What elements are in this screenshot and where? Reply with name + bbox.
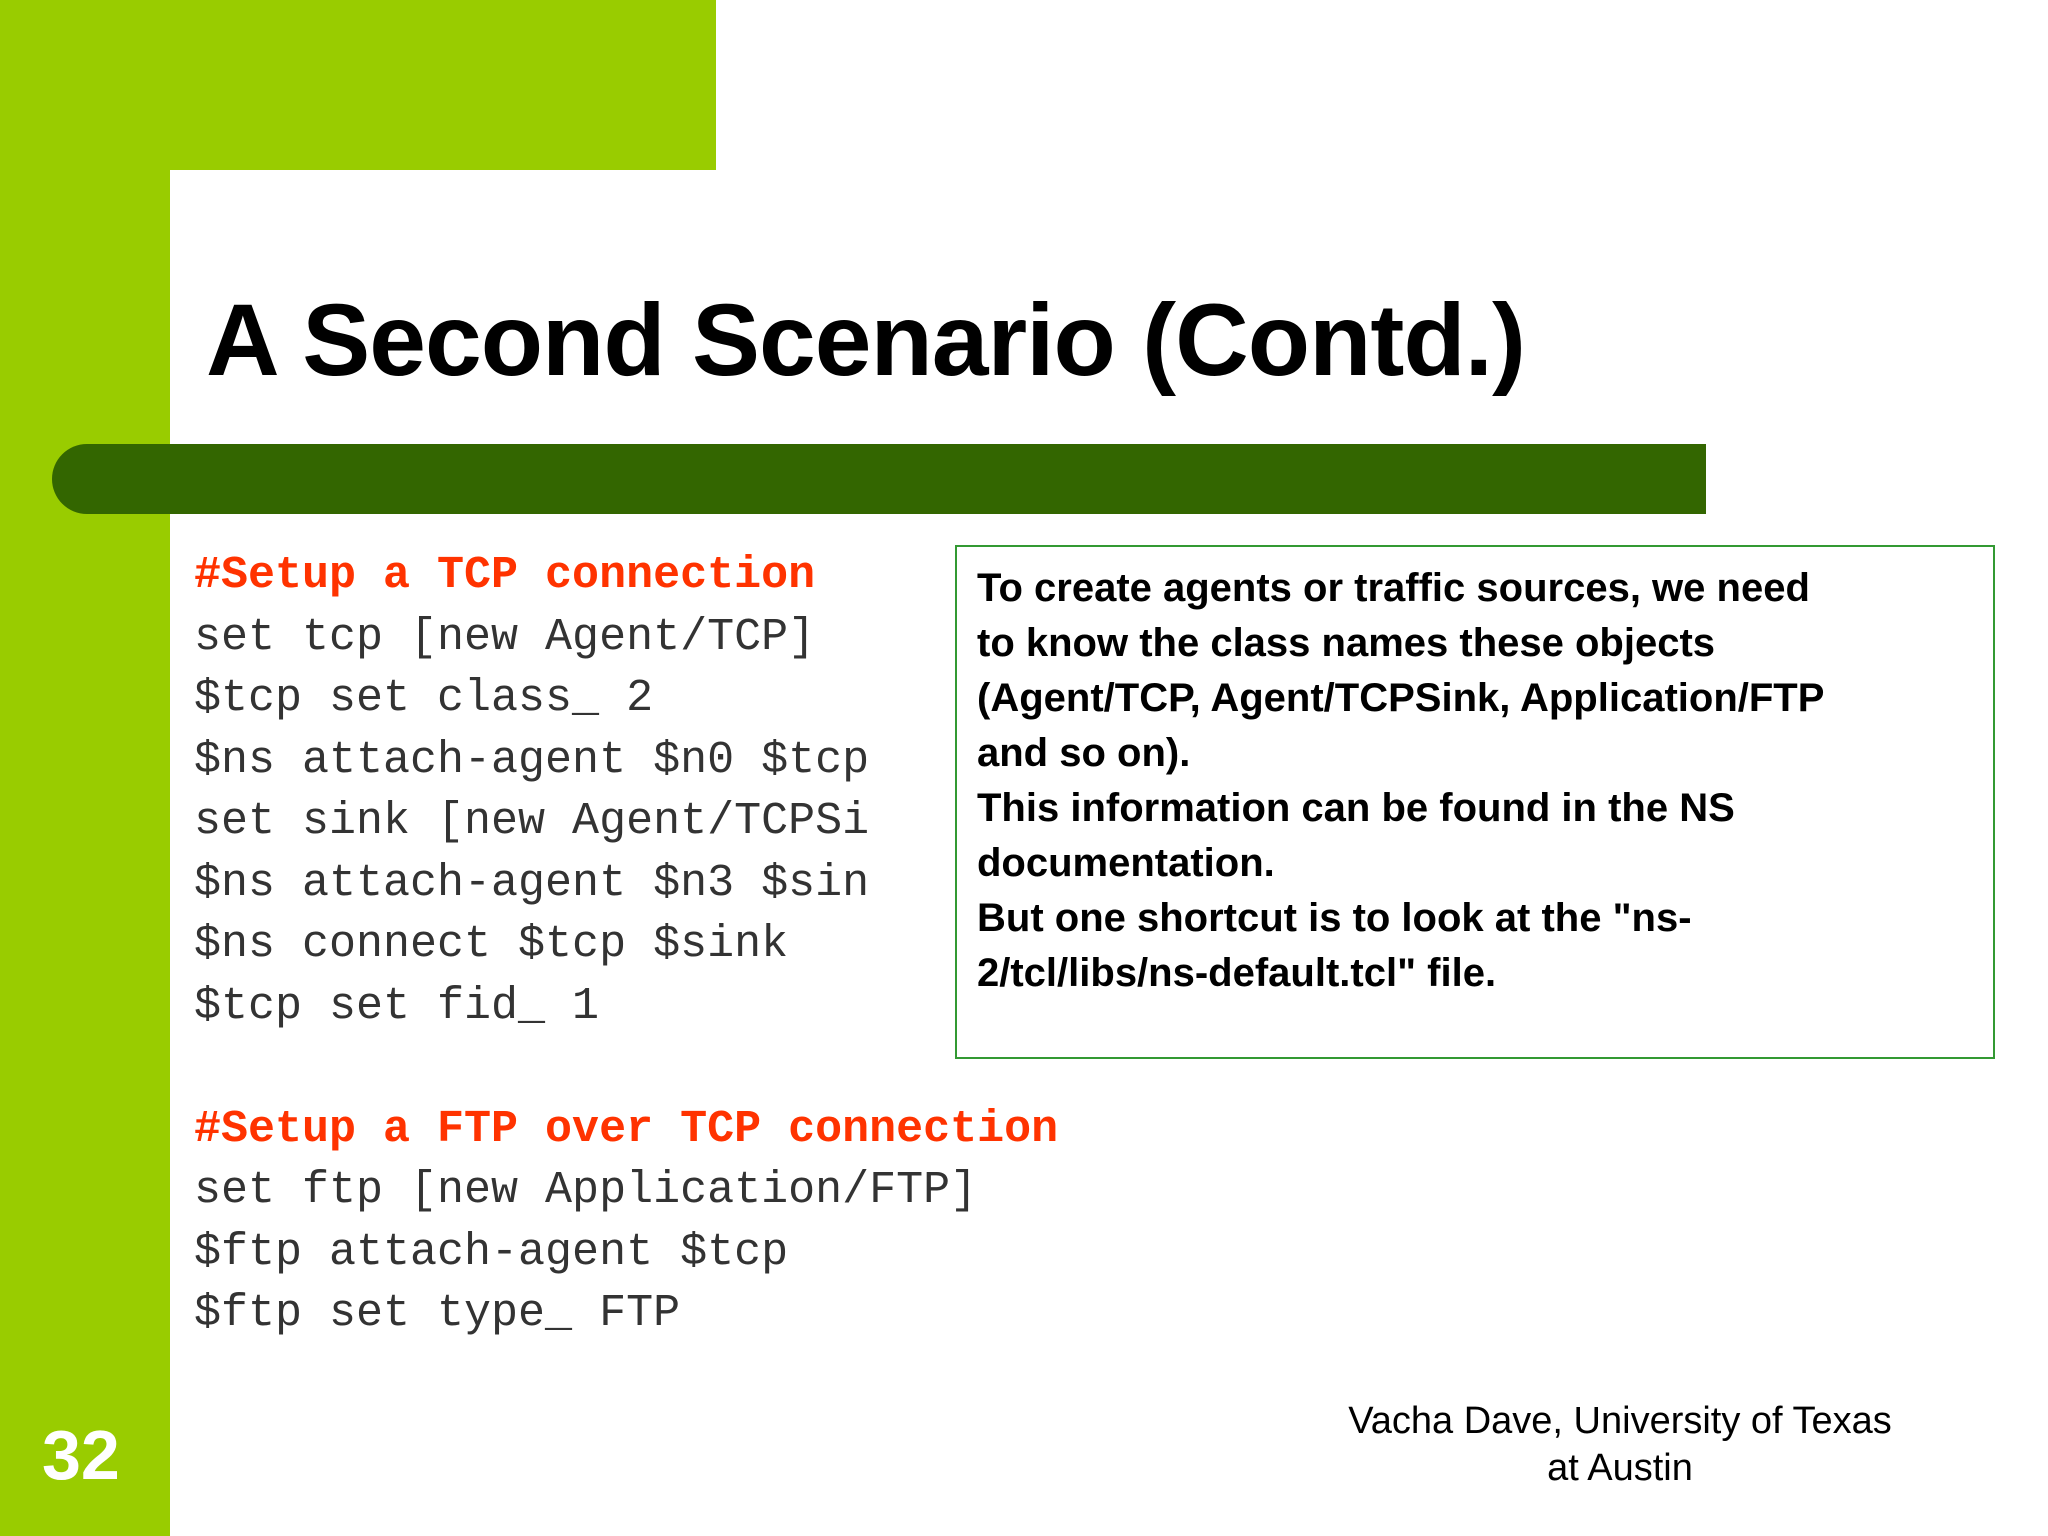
code-line: $ftp set type_ FTP [194,1288,681,1339]
code-listing [194,545,1058,1345]
slide-number: 32 [42,1416,120,1494]
code-line: $tcp set fid_ 1 [194,980,600,1032]
code-line: set sink [new Agent/TCPSi [194,796,870,847]
code-blank-line [194,1037,1058,1099]
code-line: $tcp set class_ 2 [194,673,654,724]
code-comment-tcp: #Setup a TCP connection [194,550,816,601]
info-callout-box [955,545,1995,1059]
callout-line: To create agents or traffic sources, we need [977,566,1810,610]
callout-line: (Agent/TCP, Agent/TCPSink, Application/FTP [977,676,1825,720]
code-line: $ns connect $tcp $sink [194,919,789,970]
code-line: $ftp attach-agent $tcp [194,1226,789,1278]
code-line: set ftp [new Application/FTP] [194,1165,978,1216]
code-line: $ns attach-agent $n0 $tcp [194,734,870,786]
top-accent-band [0,0,716,170]
callout-line: But one shortcut is to look at the "ns- [977,896,1692,940]
footer-author: Vacha Dave, University of Texas [1348,1400,1892,1442]
slide-footer [1300,1398,1940,1492]
slide-title: A Second Scenario (Contd.) [206,283,1525,397]
callout-line: and so on). [977,731,1191,775]
callout-line: to know the class names these objects [977,621,1716,665]
title-underline-bar [52,444,1706,514]
code-line: set tcp [new Agent/TCP] [194,611,816,663]
code-line: $ns attach-agent $n3 $sin [194,857,870,909]
left-sidebar-band [0,0,170,1536]
callout-line: documentation. [977,841,1275,885]
footer-location: at Austin [1547,1447,1693,1489]
callout-line: 2/tcl/libs/ns-default.tcl" file. [977,951,1497,995]
code-comment-ftp: #Setup a FTP over TCP connection [194,1103,1059,1155]
callout-line: This information can be found in the NS [977,786,1735,830]
